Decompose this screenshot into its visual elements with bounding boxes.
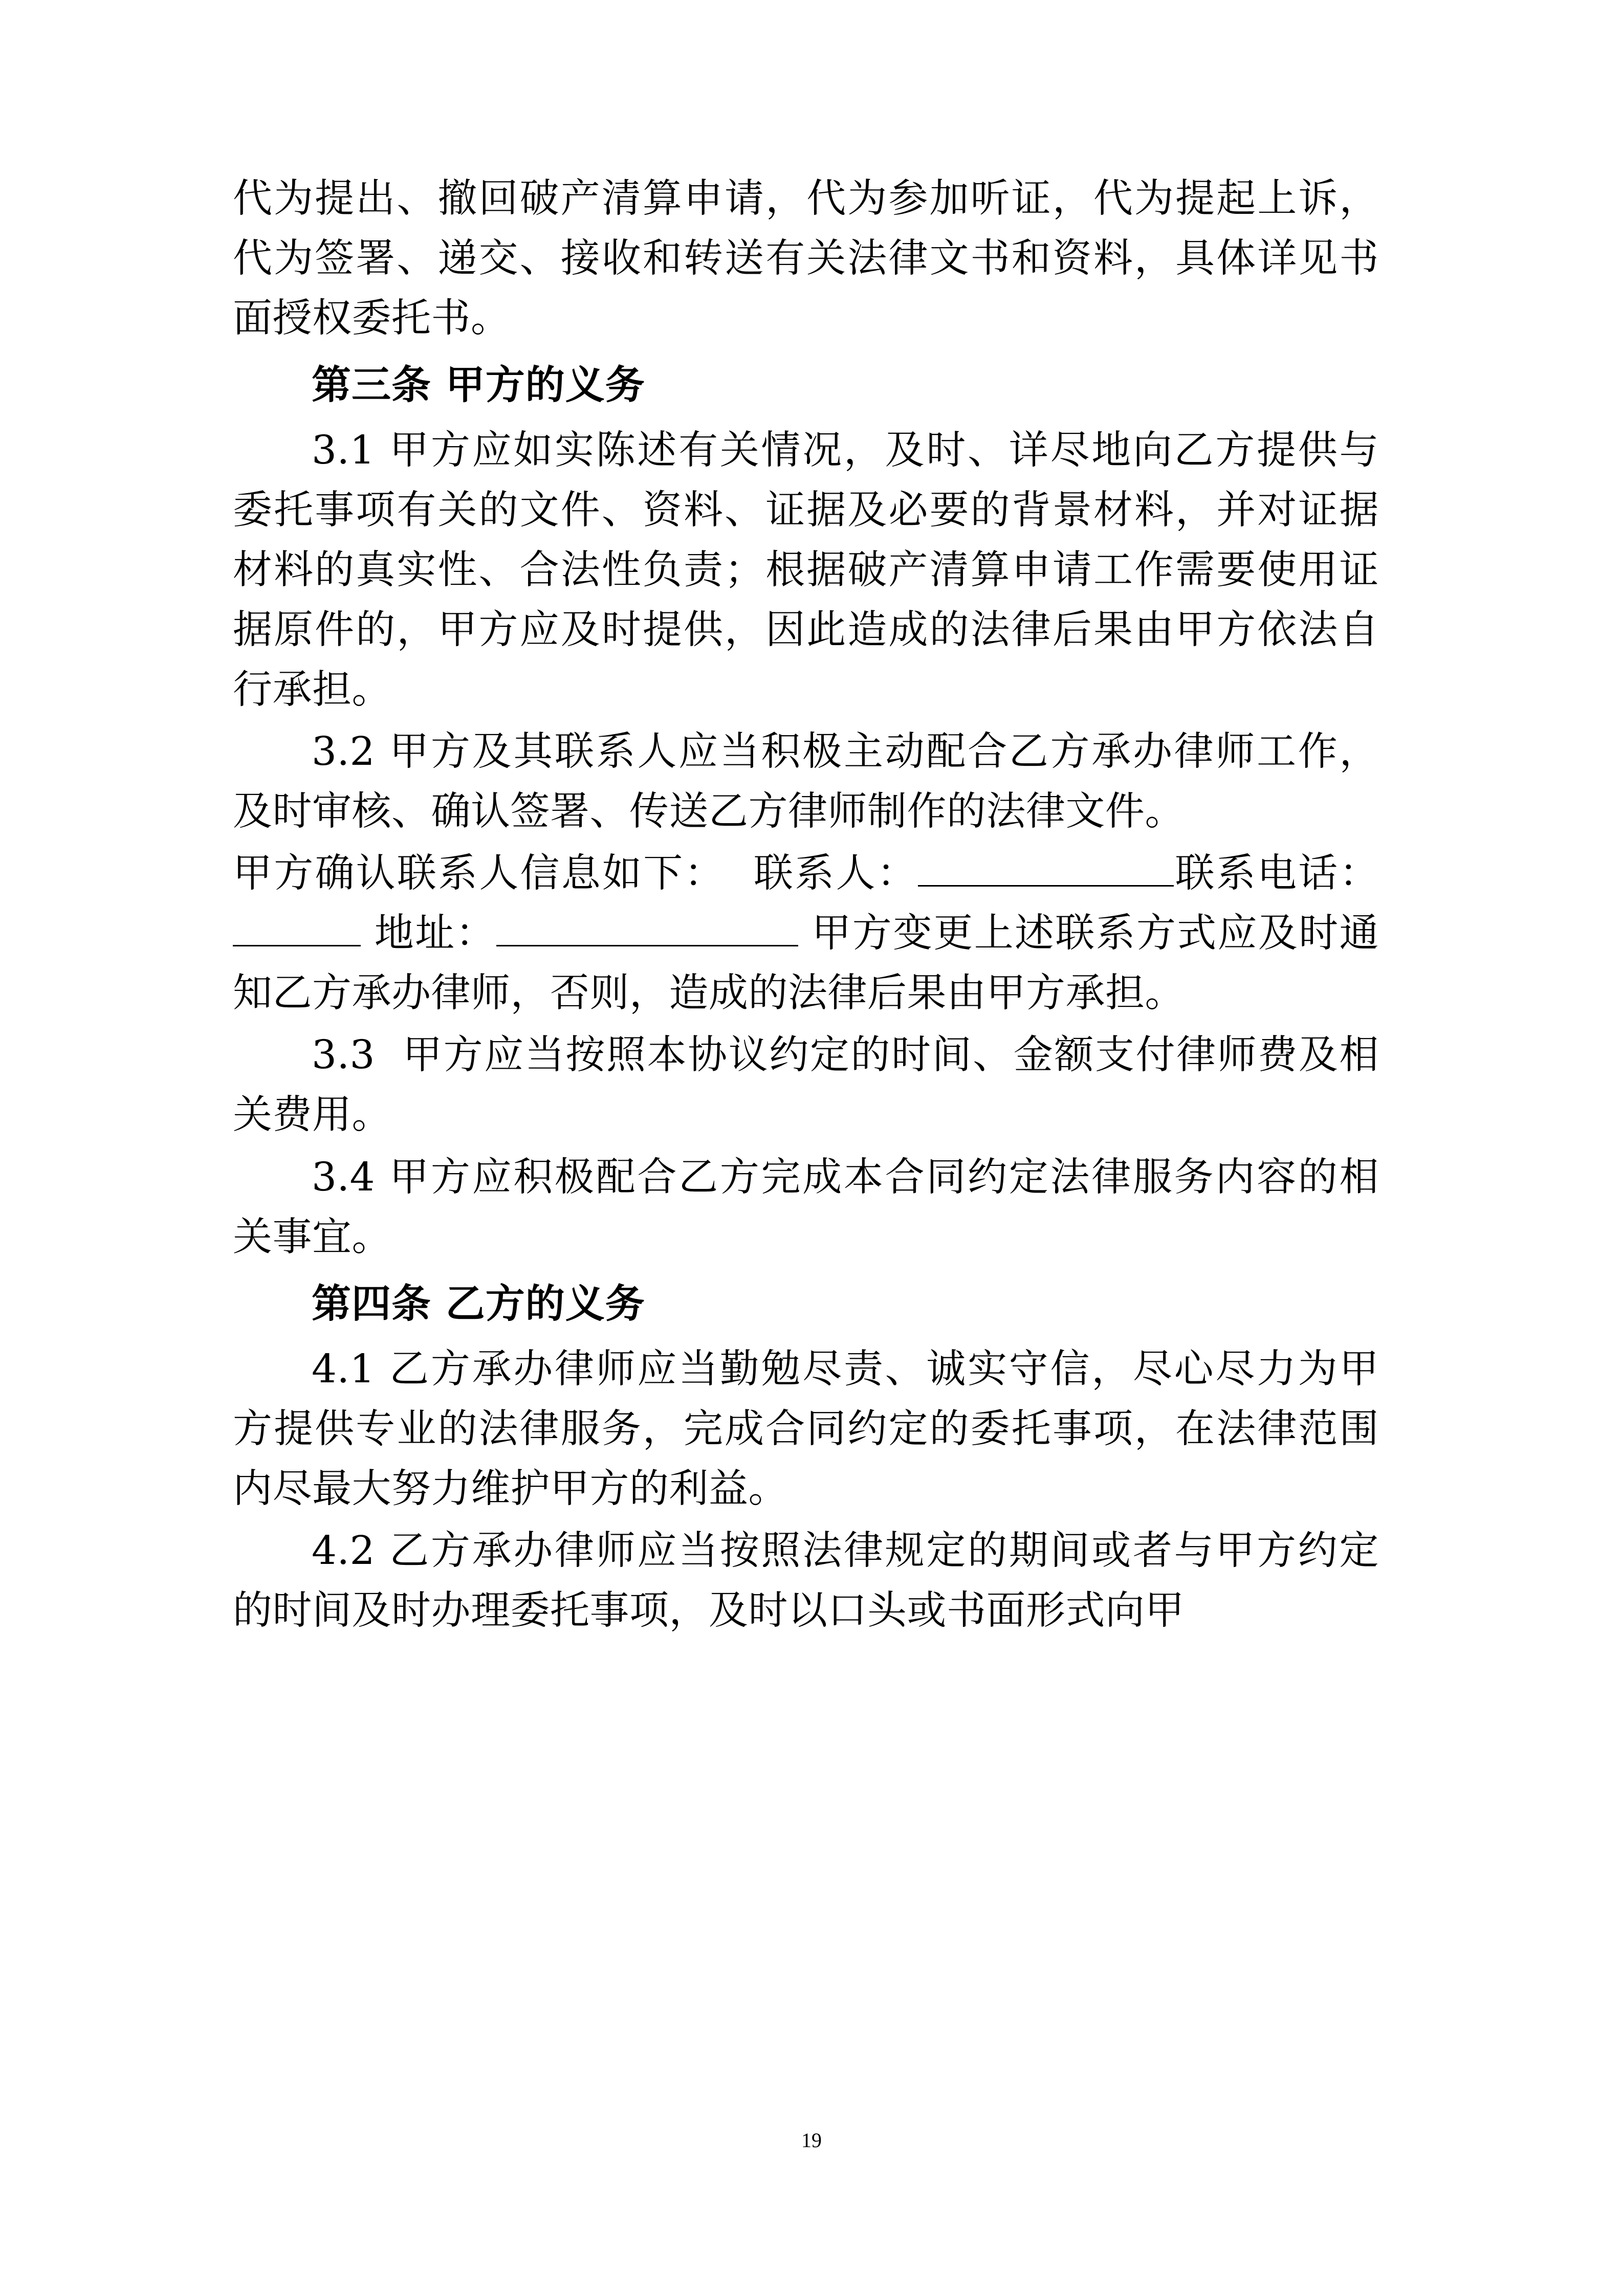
paragraph-3-3: 3.3 甲方应当按照本协议约定的时间、金额支付律师费及相关费用。	[233, 1032, 1379, 1138]
paragraph-3-1: 3.1 甲方应如实陈述有关情况，及时、详尽地向乙方提供与委托事项有关的文件、资料、证据及必要的背景材料，并对证据材料的真实性、合法性负责；根据破产清算申请工作需要使用证据原件的，甲方应及时提供，因此造成的法律后果由甲方依法自行承担。	[233, 428, 1379, 713]
page-number: 19	[801, 2129, 822, 2152]
contact-address-label: 地址：	[361, 911, 496, 957]
contact-phone-blank[interactable]	[233, 912, 361, 946]
heading-article-3: 第三条 甲方的义务	[312, 362, 645, 409]
paragraph-3-4: 3.4 甲方应积极配合乙方完成本合同约定法律服务内容的相关事宜。	[233, 1154, 1379, 1260]
contact-trailing-text: 甲方变更上述联系方式应及时通知乙方承办律师，否则，造成的法律后果由甲方承担。	[233, 911, 1379, 1017]
contact-address-blank[interactable]	[496, 912, 798, 946]
paragraph-3-2: 3.2 甲方及其联系人应当积极主动配合乙方承办律师工作，及时审核、确认签署、传送乙方律师制作的法律文件。	[233, 729, 1379, 835]
paragraph-4-2: 4.2 乙方承办律师应当按照法律规定的期间或者与甲方约定的时间及时办理委托事项，及时以口头或书面形式向甲	[233, 1528, 1379, 1633]
document-body	[233, 169, 1379, 1643]
paragraph-continued: 代为提出、撤回破产清算申请，代为参加听证，代为提起上诉，代为签署、递交、接收和转送有关法律文书和资料，具体详见书面授权委托书。	[233, 176, 1379, 342]
paragraph-4-1: 4.1 乙方承办律师应当勤勉尽责、诚实守信，尽心尽力为甲方提供专业的法律服务，完成合同约定的委托事项，在法律范围内尽最大努力维护甲方的利益。	[233, 1346, 1379, 1512]
contact-person-label: 联系人：	[725, 851, 918, 897]
contact-label-prefix: 甲方确认联系人信息如下：	[233, 851, 726, 897]
paragraph-3-2-contact-fill	[233, 844, 1379, 1023]
contact-person-blank[interactable]	[918, 852, 1174, 887]
contact-phone-label: 联系电话：	[1173, 851, 1379, 897]
heading-article-4: 第四条 乙方的义务	[312, 1281, 645, 1327]
